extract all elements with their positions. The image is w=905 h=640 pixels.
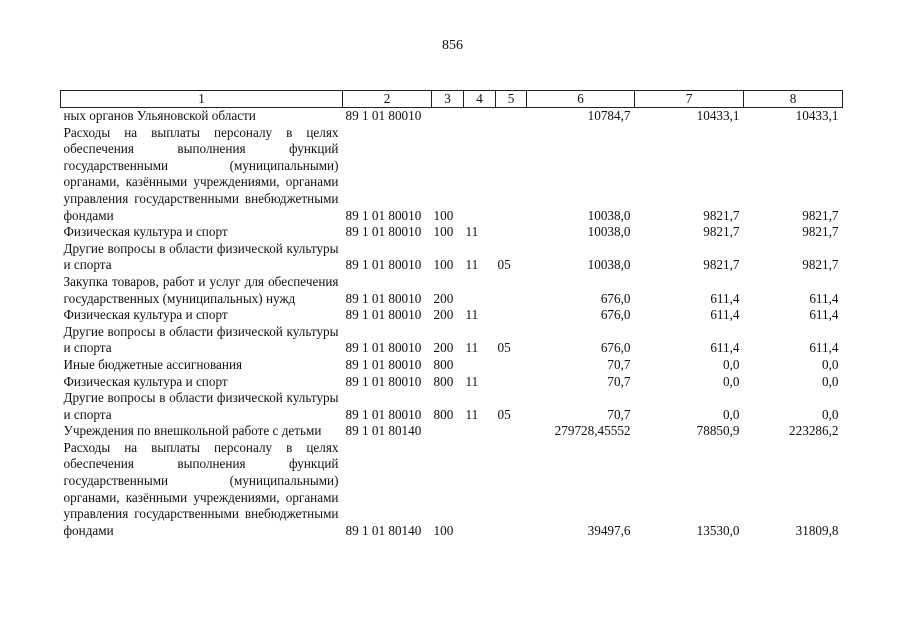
cell-target-article: 89 1 01 80010 — [345, 356, 422, 372]
cell-amount-col7: 0,0 — [723, 373, 740, 389]
cell-amount-col6: 10784,7 — [587, 108, 631, 123]
cell-target-article: 89 1 01 80010 — [345, 373, 422, 389]
column-header-5: 5 — [496, 91, 527, 108]
table-row — [61, 423, 843, 440]
cell-expense-type: 100 — [433, 257, 454, 273]
cell-expense-type: 800 — [433, 356, 454, 372]
cell-section — [464, 125, 496, 225]
cell-name: ных органов Ульяновской области — [63, 108, 256, 123]
cell-target-article: 89 1 01 80010 — [345, 207, 422, 223]
cell-name: Другие вопросы в области физической культуры и спорта — [63, 323, 339, 356]
cell-subsection — [496, 224, 527, 241]
cell-target-article: 89 1 01 80010 — [345, 290, 422, 306]
cell-amount-col7: 0,0 — [723, 356, 740, 372]
table-row — [61, 440, 843, 540]
cell-amount-col6: 676,0 — [600, 290, 631, 306]
cell-section: 11 — [465, 406, 479, 422]
cell-expense-type: 200 — [433, 290, 454, 306]
column-header-7: 7 — [635, 91, 744, 108]
cell-amount-col6: 676,0 — [600, 340, 631, 356]
cell-name: Физическая культура и спорт — [63, 224, 228, 240]
cell-subsection — [496, 274, 527, 307]
cell-subsection — [496, 374, 527, 391]
table-row — [61, 108, 843, 125]
cell-amount-col6: 279728,45552 — [554, 423, 631, 439]
cell-name: Иные бюджетные ассигнования — [63, 356, 243, 372]
cell-subsection — [496, 423, 527, 440]
cell-subsection — [496, 440, 527, 540]
table-body — [61, 108, 843, 540]
column-header-3: 3 — [432, 91, 464, 108]
cell-name: Физическая культура и спорт — [63, 307, 228, 323]
cell-expense-type — [432, 423, 464, 440]
cell-section: 11 — [465, 257, 479, 273]
cell-section — [464, 274, 496, 307]
table-row — [61, 274, 843, 307]
cell-expense-type: 100 — [433, 207, 454, 223]
table-row — [61, 241, 843, 274]
cell-subsection: 05 — [497, 406, 511, 422]
cell-target-article: 89 1 01 80140 — [345, 522, 422, 538]
cell-amount-col6: 39497,6 — [587, 522, 631, 538]
cell-expense-type: 800 — [433, 373, 454, 389]
cell-subsection: 05 — [497, 257, 511, 273]
cell-amount-col7: 9821,7 — [703, 207, 740, 223]
cell-expense-type: 100 — [433, 224, 454, 240]
cell-section — [464, 423, 496, 440]
column-header-6: 6 — [527, 91, 635, 108]
header-row — [61, 91, 843, 108]
cell-amount-col8: 611,4 — [809, 307, 839, 323]
cell-amount-col8: 9821,7 — [802, 207, 839, 223]
column-header-2: 2 — [343, 91, 432, 108]
cell-expense-type: 100 — [433, 522, 454, 538]
cell-amount-col8: 0,0 — [822, 406, 839, 422]
cell-target-article: 89 1 01 80140 — [345, 423, 422, 439]
cell-target-article: 89 1 01 80010 — [345, 224, 422, 240]
table-header — [61, 91, 843, 108]
cell-amount-col6: 70,7 — [607, 406, 631, 422]
cell-amount-col7: 13530,0 — [696, 522, 740, 538]
cell-amount-col8: 0,0 — [822, 356, 839, 372]
cell-expense-type: 200 — [433, 307, 454, 323]
cell-subsection — [496, 307, 527, 324]
cell-subsection — [496, 125, 527, 225]
table-row — [61, 324, 843, 357]
cell-subsection — [496, 108, 527, 125]
cell-section: 11 — [465, 224, 479, 240]
cell-target-article: 89 1 01 80010 — [345, 257, 422, 273]
cell-name: Другие вопросы в области физической культуры и спорта — [63, 240, 339, 273]
cell-section — [464, 357, 496, 374]
cell-section: 11 — [465, 307, 479, 323]
cell-amount-col7: 611,4 — [710, 307, 740, 323]
page-number: 856 — [442, 38, 463, 53]
cell-amount-col7: 611,4 — [710, 340, 740, 356]
cell-section — [464, 440, 496, 540]
cell-amount-col7: 611,4 — [710, 290, 740, 306]
cell-amount-col6: 70,7 — [607, 356, 631, 372]
cell-amount-col8: 611,4 — [809, 290, 839, 306]
column-header-8: 8 — [744, 91, 843, 108]
cell-name: Физическая культура и спорт — [63, 373, 228, 389]
cell-amount-col8: 0,0 — [822, 373, 839, 389]
cell-amount-col8: 10433,1 — [795, 108, 839, 123]
cell-name: Расходы на выплаты персоналу в целях обеспечения выполнения функций государственными (муниципальными) органами, казёнными учреждениями, органами управления государственными внебюджетными фондами — [63, 439, 339, 538]
cell-target-article: 89 1 01 80010 — [345, 307, 422, 323]
cell-amount-col6: 10038,0 — [587, 257, 631, 273]
cell-amount-col7: 0,0 — [723, 406, 740, 422]
cell-section: 11 — [465, 340, 479, 356]
table-row — [61, 374, 843, 391]
cell-amount-col7: 10433,1 — [696, 108, 740, 123]
cell-section — [464, 108, 496, 125]
table-row — [61, 224, 843, 241]
cell-section: 11 — [465, 373, 479, 389]
cell-name: Расходы на выплаты персоналу в целях обеспечения выполнения функций государственными (муниципальными) органами, казёнными учреждениями, органами управления государственными внебюджетными фондами — [63, 124, 339, 223]
table-row — [61, 307, 843, 324]
cell-amount-col7: 78850,9 — [696, 423, 740, 439]
column-header-1: 1 — [61, 91, 343, 108]
cell-name: Закупка товаров, работ и услуг для обеспечения государственных (муниципальных) нужд — [63, 273, 339, 306]
budget-table — [60, 90, 843, 539]
cell-amount-col8: 9821,7 — [802, 224, 839, 240]
cell-target-article: 89 1 01 80010 — [345, 406, 422, 422]
cell-target-article: 89 1 01 80010 — [345, 340, 422, 356]
cell-subsection — [496, 357, 527, 374]
cell-amount-col7: 9821,7 — [703, 224, 740, 240]
cell-amount-col6: 676,0 — [600, 307, 631, 323]
cell-amount-col8: 9821,7 — [802, 257, 839, 273]
cell-name: Учреждения по внешкольной работе с детьми — [63, 423, 322, 439]
cell-subsection: 05 — [497, 340, 511, 356]
table-row — [61, 125, 843, 225]
table-row — [61, 357, 843, 374]
cell-amount-col8: 223286,2 — [789, 423, 839, 439]
cell-amount-col6: 10038,0 — [587, 224, 631, 240]
cell-expense-type — [432, 108, 464, 125]
cell-target-article: 89 1 01 80010 — [345, 108, 422, 123]
cell-expense-type: 800 — [433, 406, 454, 422]
table-row — [61, 390, 843, 423]
cell-name: Другие вопросы в области физической культуры и спорта — [63, 390, 339, 422]
cell-amount-col8: 31809,8 — [795, 522, 839, 538]
cell-amount-col6: 70,7 — [607, 373, 631, 389]
cell-amount-col7: 9821,7 — [703, 257, 740, 273]
column-header-4: 4 — [464, 91, 496, 108]
cell-amount-col8: 611,4 — [809, 340, 839, 356]
cell-amount-col6: 10038,0 — [587, 207, 631, 223]
cell-expense-type: 200 — [433, 340, 454, 356]
